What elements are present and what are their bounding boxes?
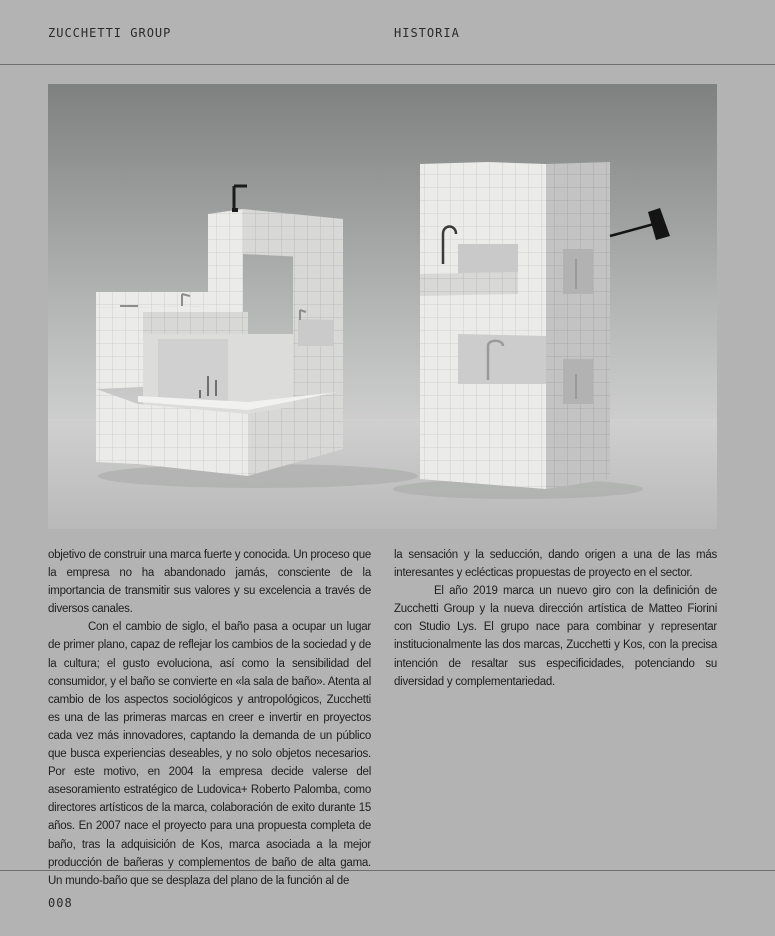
left-paragraph-1: objetivo de construir una marca fuerte y conocida. Un proceso que la empresa no ha abandonado jamás, consciente de la importancia de transmitir sus valores y su excelencia a través de diversos canales.	[48, 549, 371, 616]
left-text-column	[48, 546, 371, 890]
footer-divider	[0, 870, 775, 871]
page-number: 008	[48, 896, 73, 910]
left-paragraph-2: Con el cambio de siglo, el baño pasa a ocupar un lugar de primer plano, capaz de reflejar los cambios de la sociedad y de la cultura; el gusto evoluciona, así como la sensibilidad del consumidor, y el baño se convierte en «la sala de baño». Atenta al cambio de los aspectos sociológicos y antropológicos, Zucchetti es una de las primeras marcas en creer e invertir en proyectos cada vez más innovadores, captando la demanda de un público que busca experiencias deseables, y no solo objetos necesarios. Por este motivo, en 2004 la empresa decide valerse del asesoramiento estratégico de Ludovica+ Roberto Palomba, como directores artísticos de la marca, colaboración de exito durante 15 años. En 2007 nace el proyecto para una propuesta completa de baño, tras la adquisición de Kos, marca asociada a la mejor producción de bañeras y complementos de baño de alta gama. Un mundo-baño que se desplaza del plano de la función al de	[48, 621, 371, 887]
brand-header: ZUCCHETTI GROUP	[48, 26, 172, 40]
section-header: HISTORIA	[394, 26, 460, 40]
right-text-column	[394, 546, 717, 691]
bathroom-photo	[48, 84, 717, 529]
header-divider	[0, 64, 775, 65]
right-paragraph-1: la sensación y la seducción, dando origen a una de las más interesantes y eclécticas propuestas de proyecto en el sector.	[394, 549, 717, 580]
right-paragraph-2: El año 2019 marca un nuevo giro con la definición de Zucchetti Group y la nueva dirección artística de Matteo Fiorini con Studio Lys. El grupo nace para combinar y representar institucionalmente las dos marcas, Zucchetti y Kos, con la precisa intención de resaltar sus especificidades, potenciando su diversidad y complementariedad.	[394, 585, 717, 688]
